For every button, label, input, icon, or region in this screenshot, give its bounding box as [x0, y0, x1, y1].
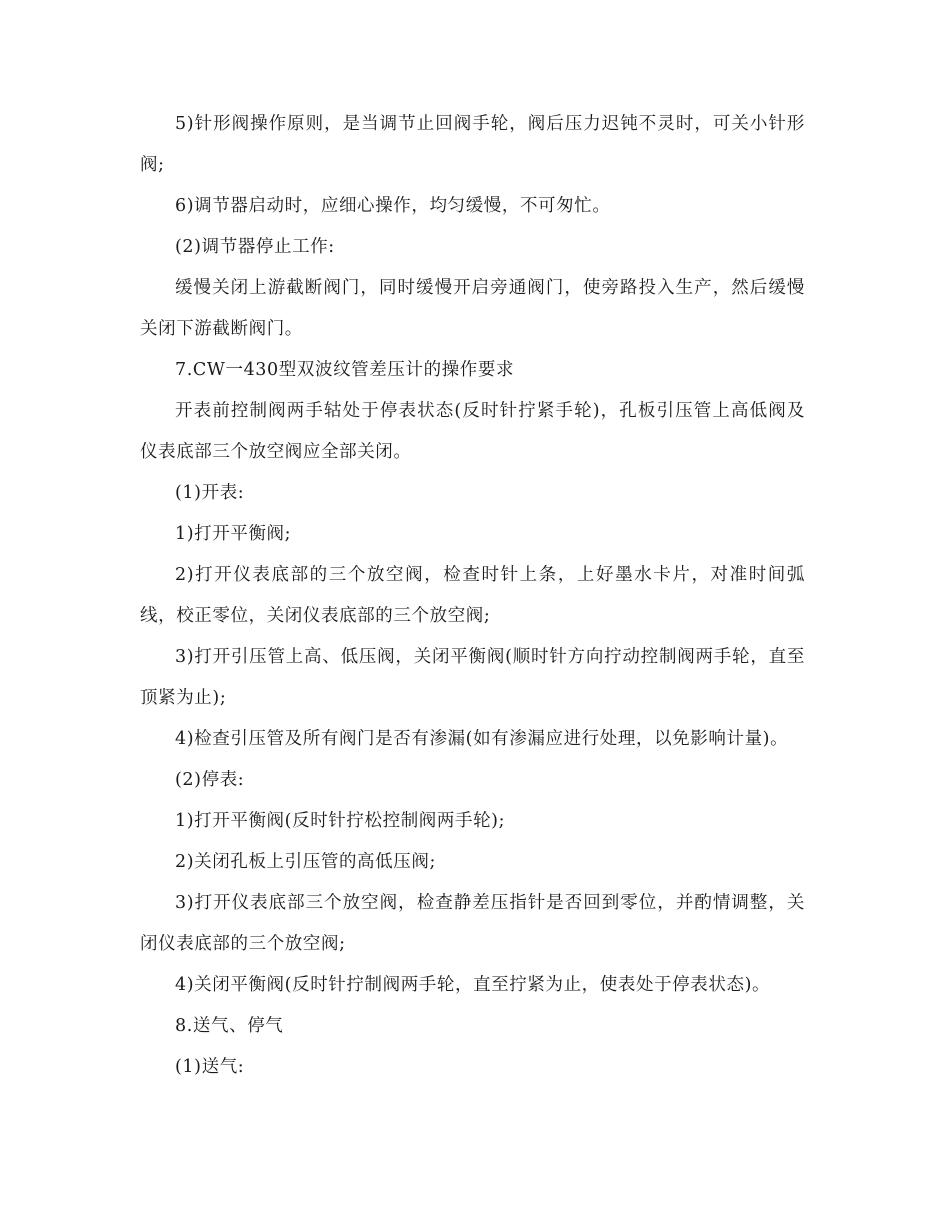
- paragraph-stop-step-4: 4)关闭平衡阀(反时针拧制阀两手轮，直至拧紧为止，使表处于停表状态)。: [175, 975, 771, 995]
- paragraph-stop-step-3: 3)打开仪表底部三个放空阀，检查静差压指针是否回到零位，并酌情调整，关闭仪表底部的三个放空阀;: [140, 893, 805, 954]
- paragraph-open-meter-heading: (1)开表:: [175, 483, 245, 503]
- paragraph-regulator-stop-heading: (2)调节器停止工作:: [175, 237, 335, 257]
- paragraph-stop-step-2: 2)关闭孔板上引压管的高低压阀;: [175, 852, 436, 872]
- paragraph-regulator-stop-steps: 缓慢关闭上游截断阀门，同时缓慢开启旁通阀门，使旁路投入生产，然后缓慢关闭下游截断阀门。: [140, 278, 805, 339]
- document-body: [140, 104, 805, 1088]
- paragraph-stop-step-1: 1)打开平衡阀(反时针拧松控制阀两手轮);: [175, 811, 506, 831]
- section-heading-gas-supply: 8.送气、停气: [175, 1016, 284, 1036]
- paragraph-open-step-1: 1)打开平衡阀;: [175, 524, 292, 544]
- paragraph-pre-start-state: 开表前控制阀两手轱处于停表状态(反时针拧紧手轮)，孔板引压管上高低阀及仪表底部三个放空阀应全部关闭。: [140, 401, 805, 462]
- paragraph-open-step-3: 3)打开引压管上高、低压阀，关闭平衡阀(顺时针方向拧动控制阀两手轮，直至顶紧为止);: [140, 647, 805, 708]
- paragraph-gas-supply-heading: (1)送气:: [175, 1057, 245, 1077]
- paragraph-regulator-start: 6)调节器启动时，应细心操作，均匀缓慢，不可匆忙。: [175, 196, 611, 216]
- section-heading-cw430: 7.CW一430型双波纹管差压计的操作要求: [175, 360, 515, 380]
- paragraph-stop-meter-heading: (2)停表:: [175, 770, 245, 790]
- paragraph-open-step-4: 4)检查引压管及所有阀门是否有渗漏(如有渗漏应进行处理，以免影响计量)。: [175, 729, 789, 749]
- paragraph-open-step-2: 2)打开仪表底部的三个放空阀，检查时针上条，上好墨水卡片，对准时间弧线，校正零位，关闭仪表底部的三个放空阀;: [140, 565, 805, 626]
- paragraph-needle-valve-principle: 5)针形阀操作原则，是当调节止回阀手轮，阀后压力迟钝不灵时，可关小针形阀;: [140, 114, 805, 175]
